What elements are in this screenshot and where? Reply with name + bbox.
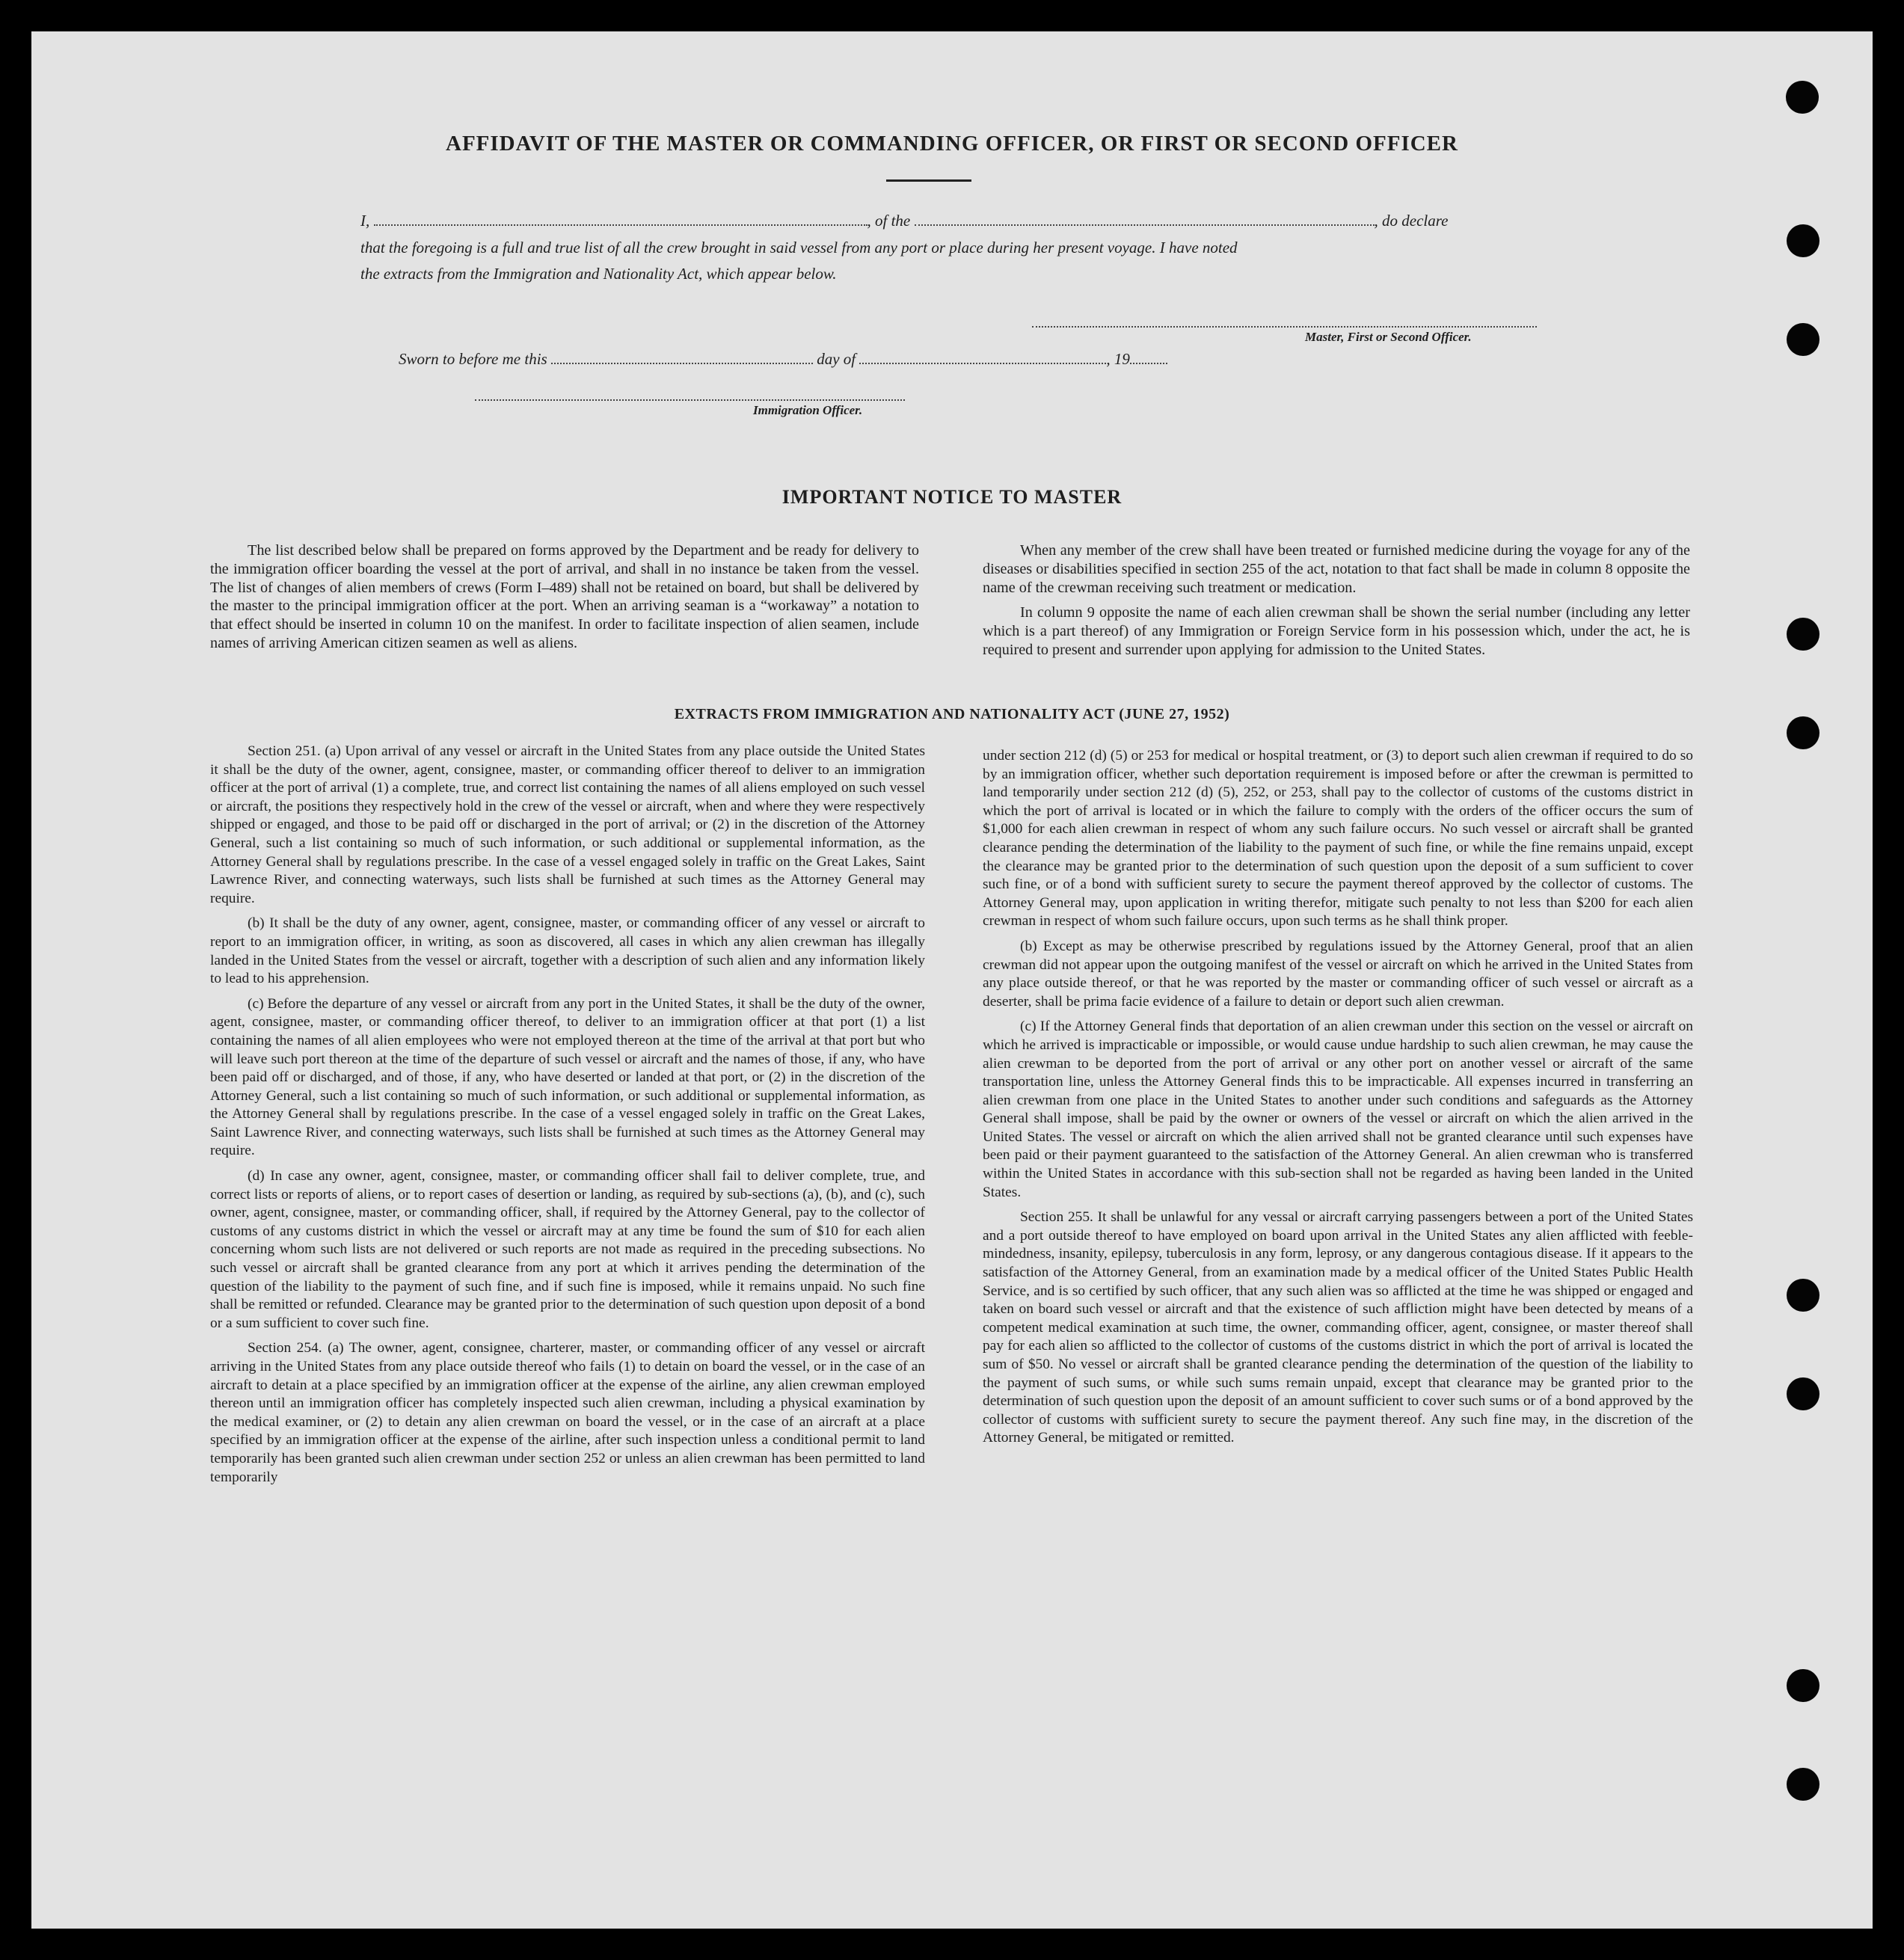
declaration-do-declare: , do declare [1374,212,1449,230]
binder-hole [1787,1768,1819,1801]
binder-hole [1787,224,1819,257]
binder-hole [1786,81,1819,114]
section-251-b: (b) It shall be the duty of any owner, agent, consignee, master, or commanding officer of any vessel or aircraft to report to an immigration officer, in writing, as soon as discovered, all cases in which any alien crewman has illegally landed in the United States from the vessel or aircraft, together with a description of such alien and any information likely to lead to his apprehension. [210,915,925,987]
sworn-year-blank[interactable] [1130,349,1167,364]
sworn-label: Sworn to before me this [399,350,547,368]
binder-hole [1787,1279,1819,1312]
notice-left-column [210,541,919,660]
declaration-line-1 [360,208,1535,234]
master-signature-label: Master, First or Second Officer. [1305,330,1472,344]
declaration-line-3: the extracts from the Immigration and Nationality Act, which appear below. [360,265,837,283]
section-251-d: (d) In case any owner, agent, consignee, master, or commanding officer shall fail to deliver complete, true, and correct lists or reports of aliens, or to report cases of desertion or landing, as required by sub-sections (a), (b), and (c), such owner, agent, consignee, master, or commanding officer, shall, if required by the Attorney General, pay to the collector of customs of any customs district in which the vessel or aircraft may at any time be found the sum of $10 for each alien concerning whom such lists are not delivered or such reports are not made as required in the preceding subsections. No such vessel or aircraft shall be granted clearance from any port at which it arrives pending the determination of the question of the liability to the payment of such fine, and if such fine is imposed, while it remains unpaid. No such fine shall be remitted or refunded. Clearance may be granted prior to the determination of such question upon deposit of a bond or a sum sufficient to cover such fine. [210,1168,925,1331]
extracts-title: EXTRACTS FROM IMMIGRATION AND NATIONALITY ACT (JUNE 27, 1952) [674,706,1230,722]
notice-right-paragraph: When any member of the crew shall have been treated or furnished medicine during the voyage for any of the diseases or disabilities specified in section 255 of the act, notation to that fact shall be made in column 8 opposite the name of the crewman receiving such treatment or medication. [983,542,1690,596]
day-of-label: day of [817,350,856,368]
section-251-a: Section 251. (a) Upon arrival of any vessel or aircraft in the United States from any place outside the United States it shall be the duty of the owner, agent, consignee, master, or commanding officer thereof to deliver to an immigration officer at the port of arrival (1) a complete, true, and correct list containing the names of all aliens employed on such vessel or aircraft, the positions they respectively hold in the crew of the vessel or aircraft, when and where they were respectively shipped or engaged, and those to be paid off or discharged in the port of arrival; or (2) in the discretion of the Attorney General, such a list containing so much of such information, or such additional or supplemental information, as the Attorney General shall by regulations prescribe. In the case of a vessel engaged solely in traffic on the Great Lakes, Saint Lawrence River, and connecting waterways, such lists shall be furnished at such times as the Attorney General may require. [210,743,925,906]
name-blank[interactable] [374,211,867,226]
binder-hole [1787,323,1819,356]
section-255: Section 255. It shall be unlawful for any vessal or aircraft carrying passengers between a port of the United States and a port outside thereof to have employed on board upon arrival in the United States any alien afflicted with feeble-mindedness, insanity, epilepsy, tuberculosis in any form, leprosy, or any dangerous contagious disease. If it appears to the satisfaction of the Attorney General, from an examination made by a medical officer of the United States Public Health Service, and is so certified by such officer, that any such alien was so afflicted at the time he was shipped or engaged and taken on board such vessel or aircraft and that the existence of such affliction might have been detected by means of a competent medical examination at such time, the owner, commanding officer, agent, consignee, or master thereof shall pay for each alien so afflicted to the collector of customs of the customs district in which the port of arrival is located the sum of $50. No vessel or aircraft shall be granted clearance pending the determination of the question of the liability to the payment of such sums, or while such sums remain unpaid, except that clearance may be granted prior to the determination of such question upon the deposit of an amount sufficient to cover such sums or of a bond approved by the collector of customs with sufficient surety to secure the payment thereof. Any such fine may, in the discretion of the Attorney General, be mitigated or remitted. [983,1209,1693,1446]
declaration-line-2: that the foregoing is a full and true list of all the crew brought in said vessel from any port or place during her present voyage. I have noted [360,239,1238,256]
declaration-of-the: , of the [867,212,911,230]
section-254-a: Section 254. (a) The owner, agent, consignee, charterer, master, or commanding officer of any vessel or aircraft arriving in the United States from any place outside thereof who fails (1) to detain on board the vessel, or in the case of an aircraft to detain at a place specified by an immigration officer at the expense of the airline, any alien crewman employed thereon until an immigration officer has completely inspected such alien crewman, including a physical examination by the medical examiner, or (2) to detain any alien crewman on board the vessel, or in the case of an aircraft at a place specified by an immigration officer at the expense of the airline, after such inspection unless a conditional permit to land temporarily has been granted such alien crewman under section 252 or unless an alien crewman has been permitted to land temporarily [210,1340,925,1485]
section-254-c: (c) If the Attorney General finds that deportation of an alien crewman under this section on the vessel or aircraft on which he arrived is impracticable or impossible, or would cause undue hardship to such alien crewman, he may cause the alien crewman to be deported from the port of arrival or any other port on another vessel or aircraft of the same transportation line, unless the Attorney General finds this to be impracticable. All expenses incurred in transferring an alien crewman from one place in the United States to another under such conditions and safeguards as the Attorney General shall impose, shall be paid by the owner or owners of the vessel or aircraft on which the alien arrived in the United States. The vessel or aircraft on which the alien arrived shall not be granted clearance until such expenses have been paid or their payment guaranteed to the satisfaction of the Attorney General. An alien crewman who is transferred within the United States in accordance with this sub-section shall not be regarded as having been landed in the United States. [983,1019,1693,1200]
notice-title: IMPORTANT NOTICE TO MASTER [781,486,1123,508]
binder-hole [1787,618,1819,651]
section-254-a-continued: under section 212 (d) (5) or 253 for medical or hospital treatment, or (3) to deport such alien crewman if required to do so by an immigration officer, whether such deportation requirement is imposed before or after the crewman is permitted to land temporarily under section 212 (d) (5), 252, or 253, shall pay to the collector of customs of the customs district in which the port of arrival is located or in which the failure to comply with the orders of the officer occurs the sum of $1,000 for each alien crewman in respect of whom any such failure occurs. No such vessel or aircraft shall be granted clearance pending the determination of the liability to the payment of such fine, or while the fine remains unpaid, except the clearance may be granted prior to the determination of such question upon the deposit of a sum sufficient to cover such fine, or of a bond with sufficient surety to secure the payment thereof approved by the collector of customs. The Attorney General may, upon application in writing therefor, mitigate such penalty to not less than $200 for each alien crewman in respect of whom such failure occurs, upon such terms as he shall think proper. [983,748,1693,930]
section-251-c: (c) Before the departure of any vessel or aircraft from any port in the United States, it shall be the duty of the owner, agent, consignee, master, or commanding officer thereof, to deliver to an immigration officer at that port (1) a list containing the names of all alien employees who were not employed thereon at the time of the arrival at that port but who will leave such port thereon at the time of the departure of such vessel or aircraft and the names of those, if any, who have been paid off or discharged, and of those, if any, who have deserted or landed at that port, or (2) in the discretion of the Attorney General, such a list containing so much of such information, or such additional or supplemental information, as the Attorney General shall by regulations prescribe. In the case of a vessel engaged solely in traffic on the Great Lakes, Saint Lawrence River, and connecting waterways, such lists shall be furnished at such times as the Attorney General may require. [210,995,925,1159]
notice-right-paragraph: In column 9 opposite the name of each alien crewman shall be shown the serial number (including any letter which is a part thereof) of any Immigration or Foreign Service form in his possession which, under the act, he is required to present and surrender upon applying for admission to the United States. [983,604,1690,658]
section-254-b: (b) Except as may be otherwise prescribed by regulations issued by the Attorney General, proof that an alien crewman did not appear upon the outgoing manifest of the vessel or aircraft on which he arrived in the United States from any place outside thereof, or that he was reported by the master or commanding officer of such vessel or aircraft as a deserter, shall be prima facie evidence of a failure to detain or deport such alien crewman. [983,938,1693,1010]
immigration-officer-signature-line[interactable] [475,399,905,401]
binder-hole [1787,1377,1819,1410]
sworn-month-blank[interactable] [859,349,1106,364]
extracts-right-column [983,747,1693,1454]
immigration-officer-label: Immigration Officer. [753,403,863,417]
year-prefix: , 19 [1106,350,1130,368]
notice-right-column [983,541,1690,666]
extracts-left-column [210,743,925,1493]
master-signature-line[interactable] [1032,326,1537,328]
title-rule [886,179,971,182]
vessel-blank[interactable] [915,211,1375,226]
sworn-line [399,346,1371,372]
affidavit-title: AFFIDAVIT OF THE MASTER OR COMMANDING OFFICER, OR FIRST OR SECOND OFFICER [446,132,1458,156]
declaration-i: I, [360,212,370,230]
notice-left-paragraph: The list described below shall be prepared on forms approved by the Department and be ready for delivery to the immigration officer boarding the vessel at the port of arrival, and shall in no instance be taken from the vessel. The list of changes of alien members of crews (Form I–489) shall not be retained on board, but shall be delivered by the master to the principal immigration officer at the port. When an arriving seaman is a “workaway” a notation to that effect should be inserted in column 10 on the manifest. In order to facilitate inspection of alien seamen, include names of arriving American citizen seamen as well as aliens. [210,542,919,651]
sworn-day-blank[interactable] [551,349,813,364]
binder-hole [1787,1669,1819,1702]
